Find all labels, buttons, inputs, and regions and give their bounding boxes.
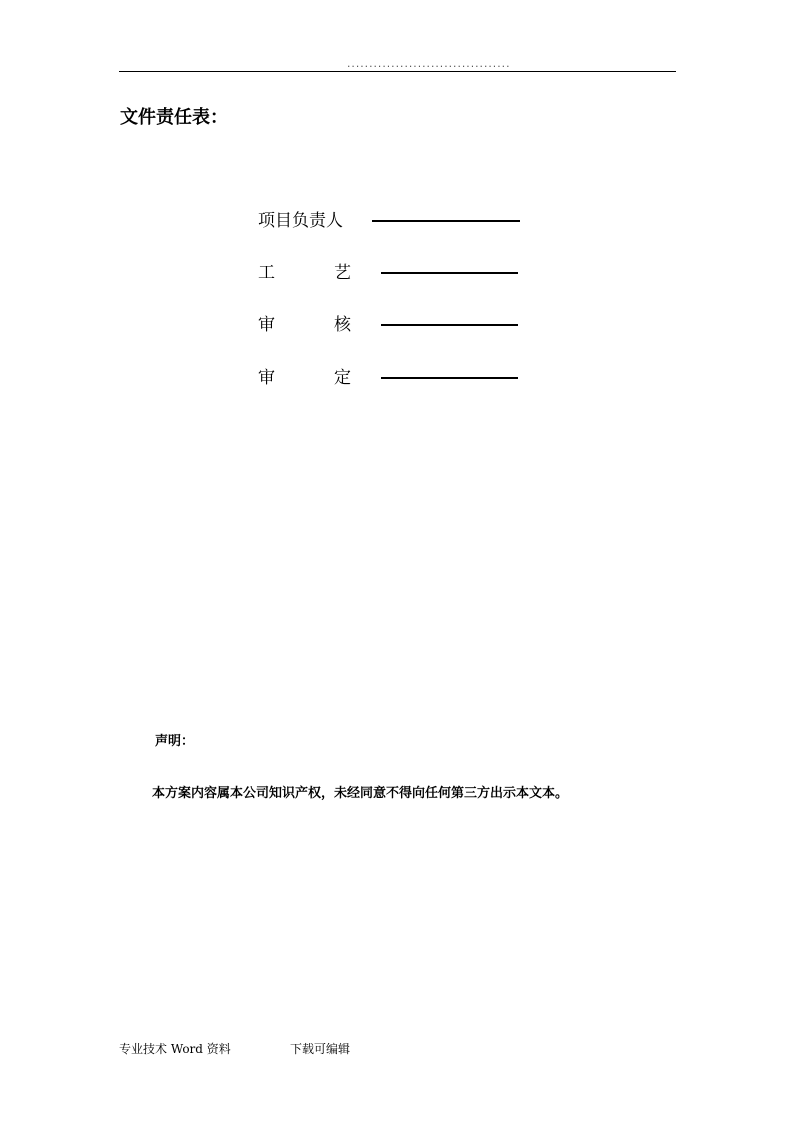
header-rule (119, 71, 676, 72)
signature-line-approval (381, 377, 518, 379)
role-label-review-char2: 核 (334, 315, 351, 335)
role-label-process-char2: 艺 (334, 263, 351, 283)
document-title: 文件责任表： (120, 107, 228, 128)
signature-line-review (381, 324, 518, 326)
declaration-body: 本方案内容属本公司知识产权，未经同意不得向任何第三方出示本文本。 (152, 786, 569, 801)
footer-left-text: 专业技术 Word 资料 (119, 1042, 231, 1056)
declaration-title: 声明： (155, 734, 195, 749)
role-row-process (258, 261, 528, 285)
role-label-approval-char2: 定 (334, 368, 351, 388)
signature-line-process (381, 272, 518, 274)
role-row-review (258, 313, 528, 337)
signature-line-project-lead (372, 220, 520, 222)
role-row-project-lead (258, 209, 528, 233)
role-row-approval (258, 366, 528, 390)
role-label-project-lead: 项目负责人 (258, 211, 343, 231)
header-dotted-line: ..................................... (346, 60, 510, 70)
role-label-approval-char1: 审 (258, 368, 275, 388)
footer-right-text: 下载可编辑 (290, 1042, 351, 1056)
role-label-process-char1: 工 (258, 263, 275, 283)
role-label-review-char1: 审 (258, 315, 275, 335)
